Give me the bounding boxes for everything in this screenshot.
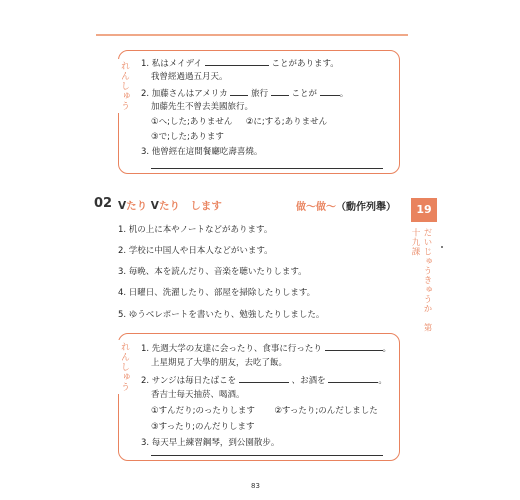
example-sentence-3: 3. 毎晩、本を読んだり、音楽を聴いたりします。	[118, 267, 307, 277]
q2-option-2[interactable]: ②に;する;ありません	[245, 117, 328, 127]
title-v2: V	[150, 200, 159, 212]
q2-mid: 、お酒を	[291, 376, 326, 386]
exercise-2-q2-option-3[interactable]: ③すったり;のんだりします	[151, 422, 255, 432]
exercise-2-q2	[141, 374, 387, 387]
q2-blank-2[interactable]	[328, 374, 378, 383]
q2-end: 。	[339, 89, 349, 99]
exercise-1-q1	[141, 57, 339, 70]
q1-tail: ことがあります。	[271, 59, 339, 69]
exercise-1-q2-zh: 加藤先生不曾去美國旅行。	[151, 102, 254, 112]
title-v1: V	[118, 200, 127, 212]
q2-end: 。	[378, 376, 387, 386]
example-sentence-1: 1. 机の上に本やノートなどがあります。	[118, 225, 273, 235]
exercise-2-q1-zh: 上星期見了大學的朋友，去吃了飯。	[151, 358, 288, 368]
exercise-1-q2-options	[151, 117, 327, 128]
example-sentence-4: 4. 日曜日、洗濯したり、部屋を掃除したりします。	[118, 288, 316, 298]
q2-mid1: 旅行	[251, 89, 269, 99]
exercise-2-q2-zh: 香吉士每天抽菸、喝酒。	[151, 390, 245, 400]
margin-dot	[441, 246, 443, 248]
q2-text: 2. 加藤さんはアメリカ	[141, 89, 228, 99]
q2-option-1[interactable]: ①すんだり;のったりします	[151, 406, 255, 416]
example-sentence-5: 5. ゆうべレポートを書いたり、勉強したりしました。	[118, 310, 325, 320]
exercise-2-q1	[141, 342, 391, 355]
q2-blank-1[interactable]	[239, 374, 289, 383]
q2-blank-2[interactable]	[271, 87, 289, 96]
practice-label: れんしゅう	[109, 59, 129, 113]
q2-option-1[interactable]: ①へ;した;ありません	[151, 117, 233, 127]
q2-blank-3[interactable]	[320, 87, 340, 96]
q2-blank-1[interactable]	[230, 87, 248, 96]
exercise-1-q2	[141, 87, 348, 100]
top-rule	[96, 34, 408, 36]
meaning-rest: （動作列舉）	[336, 202, 396, 213]
q1-blank[interactable]	[205, 57, 269, 66]
meaning-part-2: 做～	[316, 202, 336, 213]
grammar-meaning	[296, 198, 396, 213]
q2-text: 2. サンジは毎日たばこを	[141, 376, 237, 386]
chapter-number: 19	[411, 198, 437, 222]
q1-end: 。	[382, 344, 392, 354]
page-number: 83	[251, 482, 260, 490]
exercise-1-q1-zh: 我曾經過過五月天。	[151, 72, 228, 82]
q1-text: 1. 先週大学の友達に会ったり、食事に行ったり	[141, 344, 322, 354]
practice-label: れんしゅう	[109, 340, 129, 394]
exercise-2-q2-options	[151, 406, 378, 417]
chapter-tab	[411, 198, 437, 338]
q1-text: 1. 私はメイデイ	[141, 59, 203, 69]
title-tari2: たり します	[158, 200, 222, 212]
exercise-1-q3-answer-line[interactable]	[151, 168, 383, 169]
exercise-2-q3: 3. 每天早上練習鋼琴，到公園散步。	[141, 438, 280, 448]
example-sentence-2: 2. 学校に中国人や日本人などがいます。	[118, 246, 273, 256]
q2-option-2[interactable]: ②すったり;のんだしました	[274, 406, 378, 416]
chapter-title: だいじゅうきゅうか 第十九課	[410, 228, 432, 333]
grammar-number: 02	[94, 196, 113, 211]
grammar-title	[118, 198, 222, 213]
title-tari1: たり	[126, 200, 148, 212]
q1-blank[interactable]	[325, 342, 383, 351]
exercise-2-q3-answer-line[interactable]	[151, 455, 383, 456]
meaning-part-1: 做～	[296, 202, 316, 213]
practice-box-1	[118, 50, 400, 174]
exercise-1-q2-option-3[interactable]: ③で;した;あります	[151, 132, 224, 142]
practice-box-2	[118, 333, 400, 461]
q2-mid2: ことが	[291, 89, 318, 99]
exercise-1-q3: 3. 他曾經在這間餐廳吃壽喜燒。	[141, 147, 263, 157]
